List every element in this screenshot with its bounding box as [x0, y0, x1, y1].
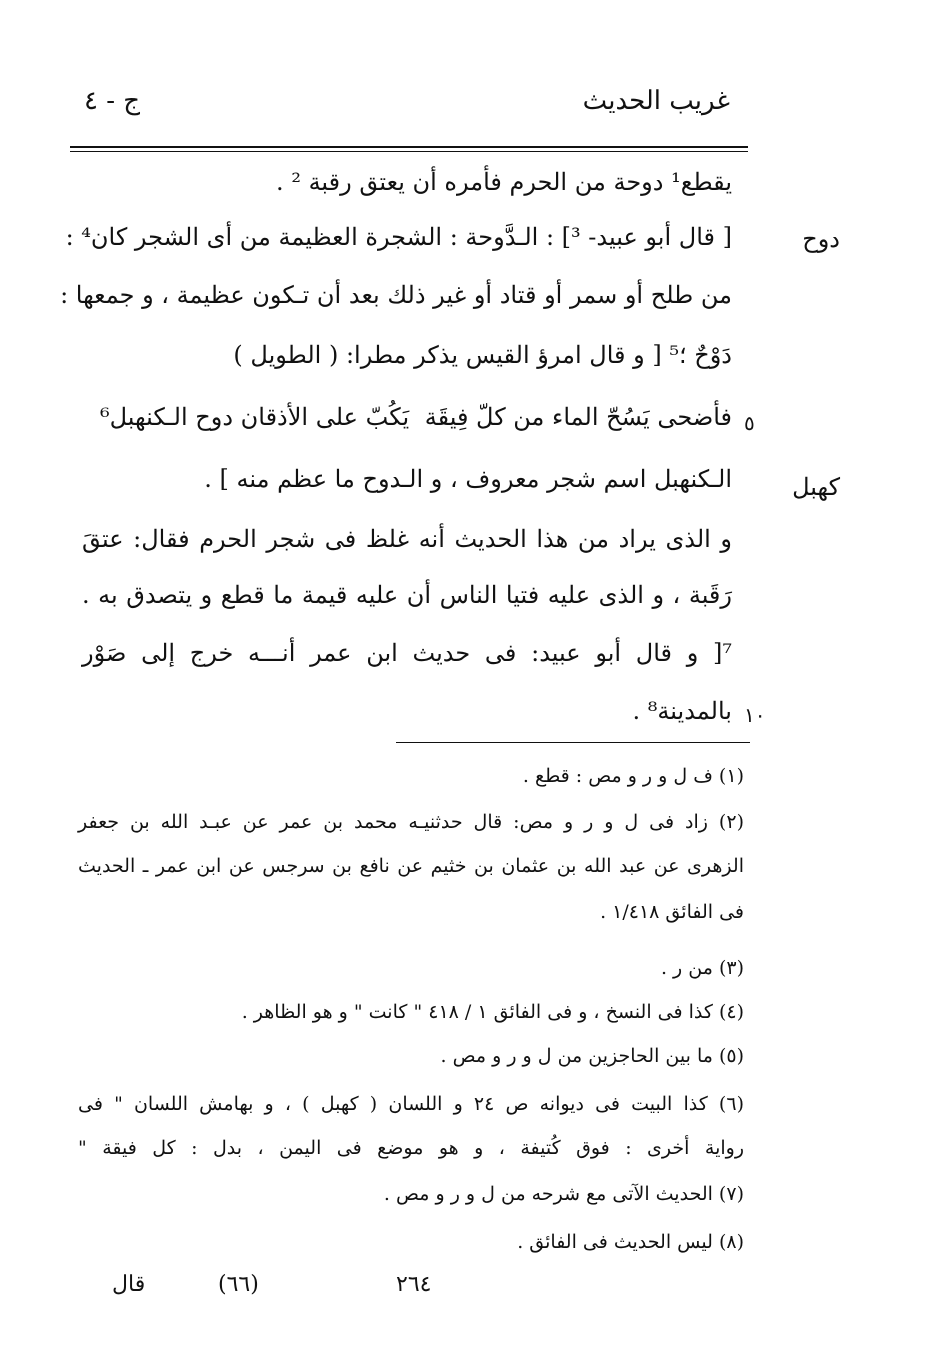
body-line-3: من طلح أو سمر أو قتاد أو غير ذلك بعد أن تـكون عظيمة ، و جمعها : — [60, 281, 732, 309]
catchword: قال — [112, 1272, 146, 1297]
running-title: غريب الحديث — [582, 86, 730, 116]
verse-second-hemistich: يَكُبّ على الأذقان دوح الـكنهبل⁶ — [100, 403, 410, 431]
line-number-10: ١٠ — [744, 703, 766, 727]
header-rule-thin — [70, 151, 748, 152]
body-line-2: [ قال أبو عبيد- ³] : الـدَّوحة : الشجرة العظيمة من أى الشجر كان⁴ : — [65, 223, 732, 251]
body-line-8: ⁷[ و قال أبو عبيد: فى حديث ابن عمر أنـــه خرج إلى صَوْر — [82, 639, 732, 667]
footnote-4: (٤) كذا فى النسخ ، و فى الفائق ١ / ٤١٨ " كانت " و هو الظاهر . — [241, 1001, 744, 1023]
footnote-8: (٨) ليس الحديث فى الفائق . — [517, 1231, 744, 1253]
footnote-separator — [396, 742, 750, 743]
body-line-6: و الذى يراد من هذا الحديث أنه غلظ فى شجر الحرم فقال: عتقَ — [82, 525, 732, 553]
footnote-2-cont: الزهرى عن عبد الله بن عثمان بن خثيم عن نافع بن سرجس عن ابن عمر ـ الحديث — [78, 855, 744, 877]
body-line-7: رَقَبة ، و الذى عليه فتيا الناس أن عليه قيمة ما قطع و يتصدق به . — [82, 581, 732, 609]
body-line-5: الـكنهبل اسم شجر معروف ، و الـدوح ما عظم منه ] . — [204, 465, 732, 493]
verse-first-hemistich: فأضحى يَسُحّ الماء من كلّ فِيقَة — [424, 403, 732, 431]
footnote-3: (٣) من ر . — [660, 957, 744, 979]
page-number: ٢٦٤ — [396, 1272, 432, 1297]
signature-mark: (٦٦) — [218, 1272, 259, 1297]
footnote-6: (٦) كذا البيت فى ديوانه ص ٢٤ و اللسان ( كهبل ) ، و بهامش اللسان " فى — [78, 1093, 744, 1115]
volume-indicator: ج - ٤ — [84, 86, 141, 116]
body-line-1: يقطع¹ دوحة من الحرم فأمره أن يعتق رقبة ² . — [276, 168, 732, 196]
footnote-5: (٥) ما بين الحاجزين من ل و ر و مص . — [440, 1045, 744, 1067]
margin-keyword-kanhabul: كهبل — [792, 473, 840, 501]
footnote-6-cont: رواية أخرى : فوق كُتيفة ، و هو موضع فى اليمن ، بدل : كل فيقة " — [78, 1137, 744, 1159]
footnote-2: (٢) زاد فى ل و ر و مص: قال حدثنيـه محمد بن عمر عن عبـد الله بن جعفر — [78, 811, 744, 833]
margin-keyword-dawh: دوح — [802, 225, 840, 253]
body-line-4: دَوْحٌ ؛⁵ [ و قال امرؤ القيس يذكر مطرا: ( الطويل ) — [233, 341, 732, 369]
body-line-9: بالمدينة⁸ . — [632, 697, 732, 725]
footnote-1: (١) ف ل و ر و مص : قطع . — [522, 765, 744, 787]
footnote-7: (٧) الحديث الآتى مع شرحه من ل و ر و مص . — [383, 1183, 744, 1205]
header-rule-thick — [70, 146, 748, 148]
footnote-2-end: فى الفائق ١/٤١٨ . — [600, 901, 744, 923]
line-number-5: ٥ — [744, 411, 755, 435]
